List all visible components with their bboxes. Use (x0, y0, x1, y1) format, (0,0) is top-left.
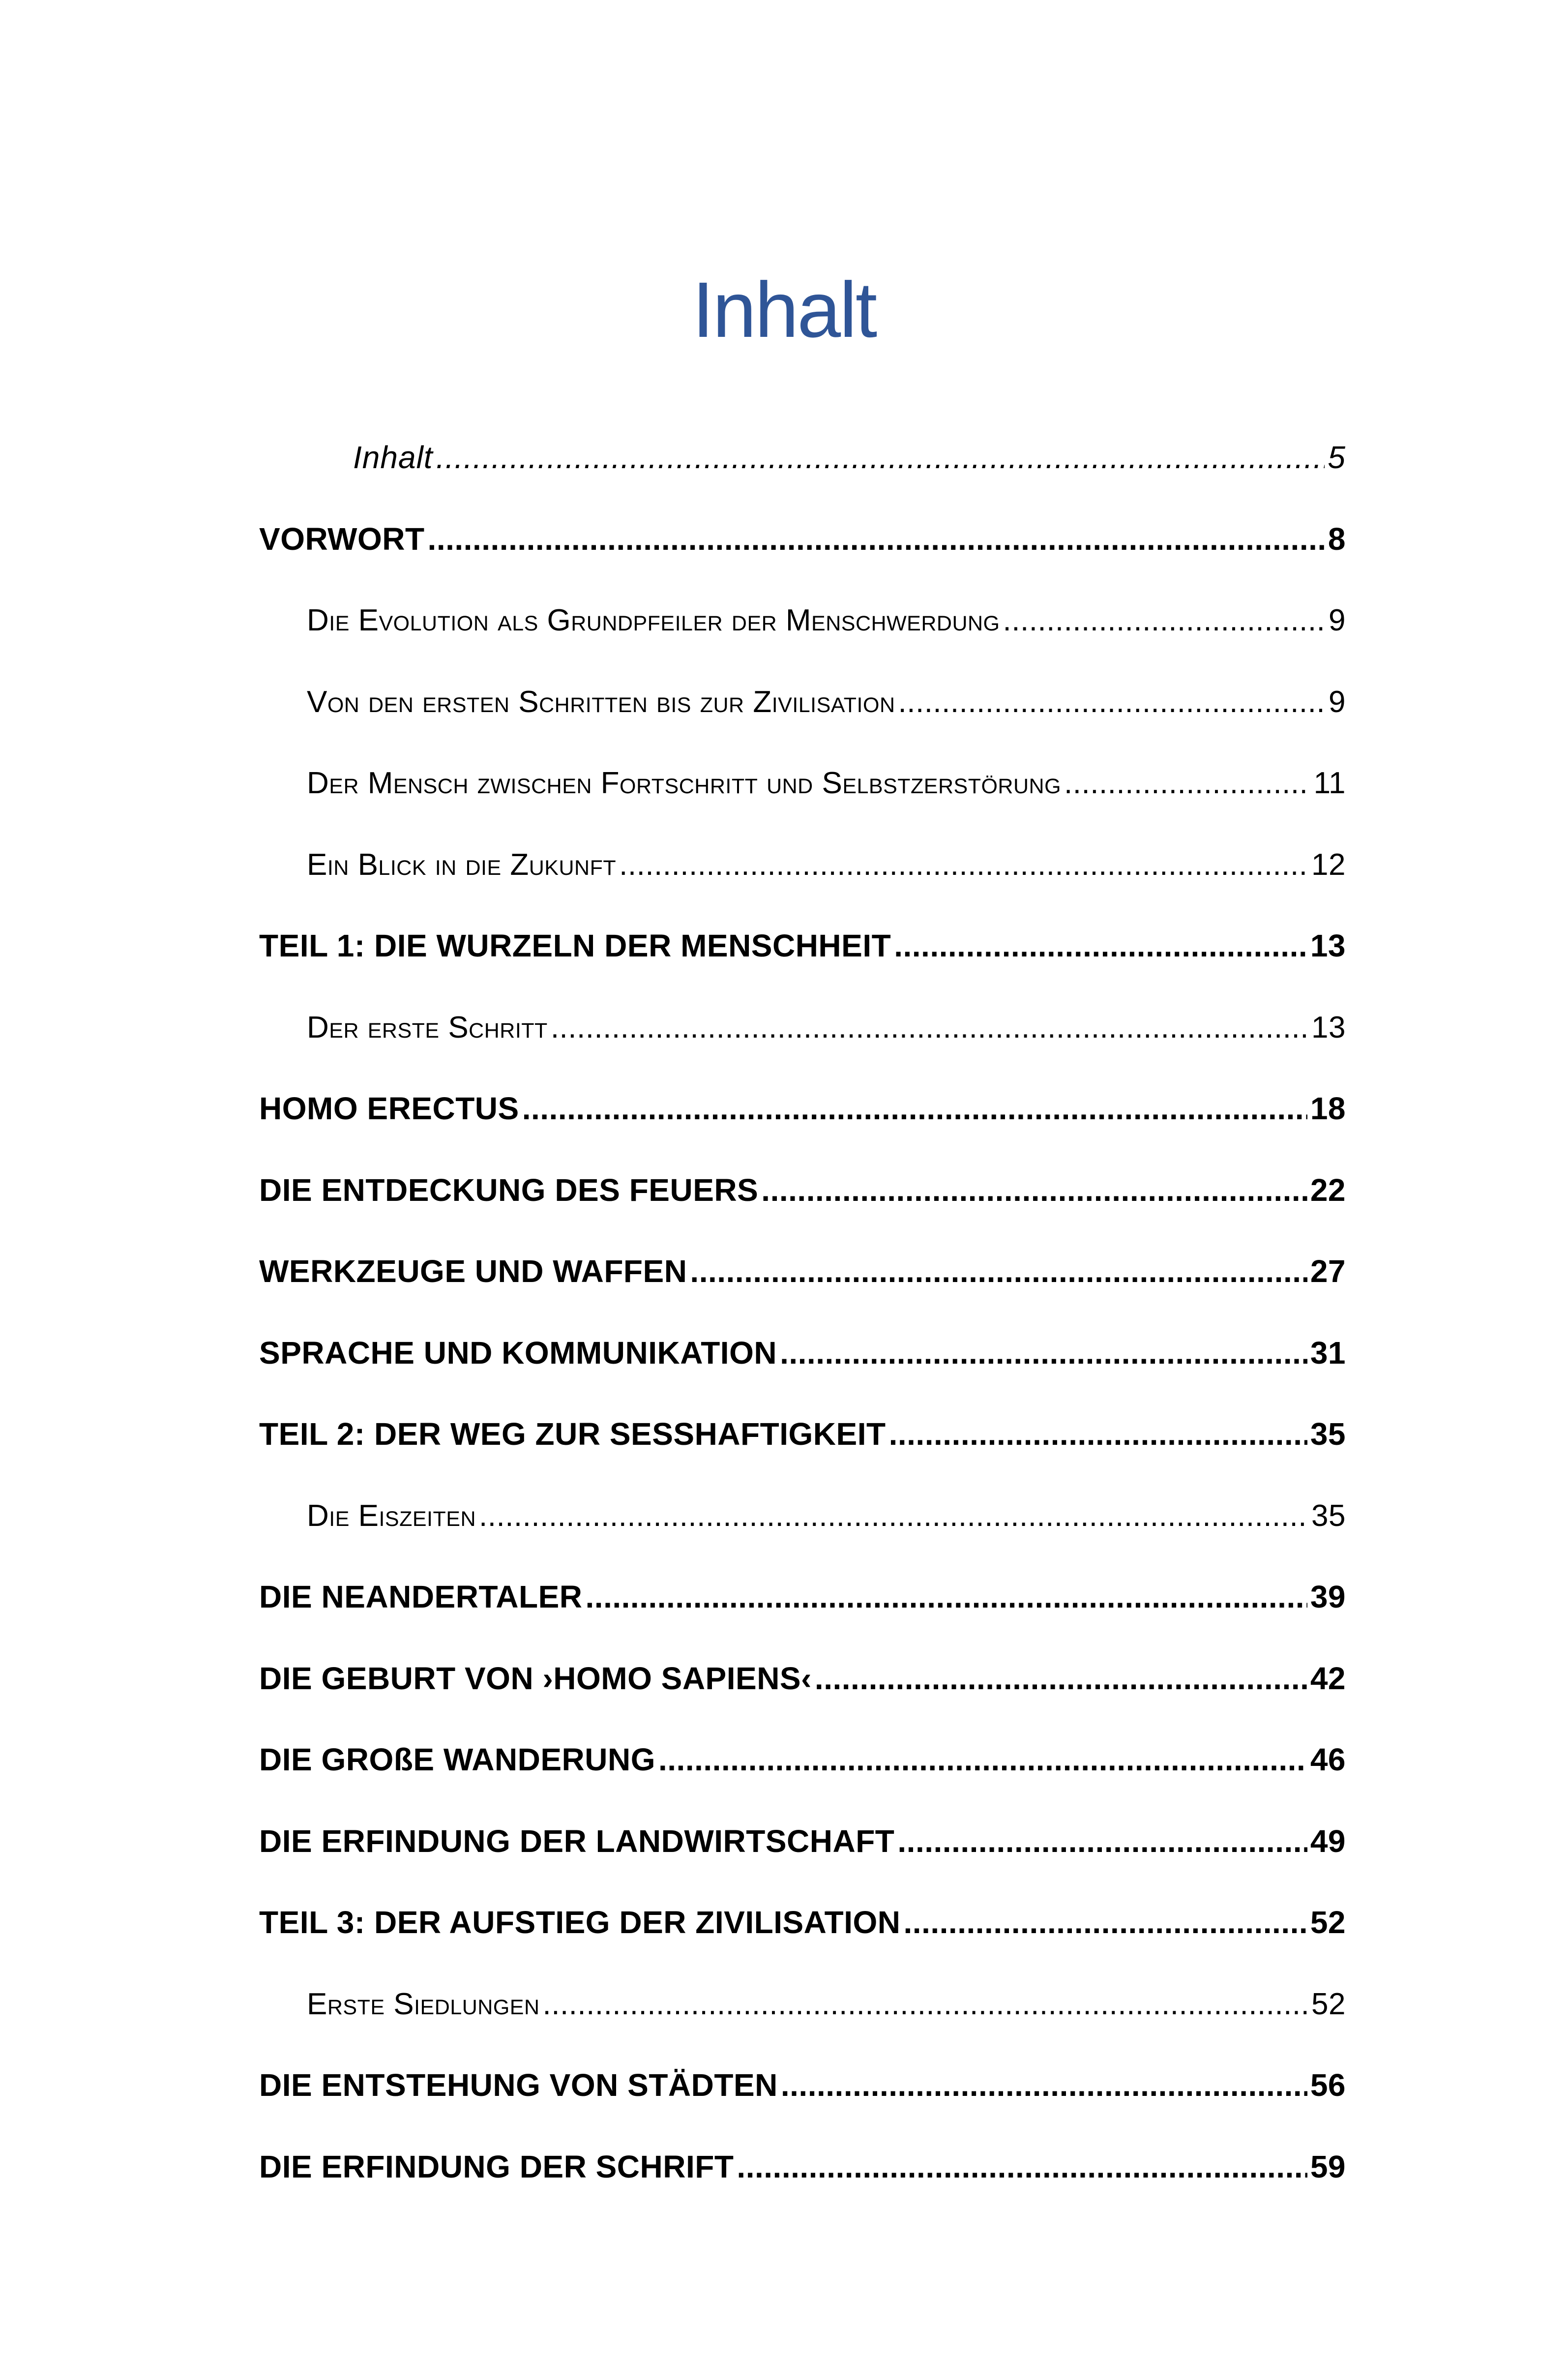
toc-entry-title: DIE ENTSTEHUNG VON STÄDTEN (259, 2067, 778, 2103)
toc-entry[interactable] (259, 1649, 1346, 1698)
toc-entry-title: DIE NEANDERTALER (259, 1579, 583, 1614)
toc-entry-page-number: 13 (1310, 928, 1346, 963)
dot-leader (543, 1989, 1309, 2024)
toc-entry[interactable] (259, 2056, 1346, 2105)
toc-entry-title: TEIL 2: DER WEG ZUR SESSHAFTIGKEIT (259, 1416, 886, 1452)
toc-entry[interactable] (259, 1404, 1346, 1454)
dot-leader (1064, 768, 1311, 803)
toc-entry-page-number: 11 (1313, 766, 1346, 800)
toc-entry-page-number: 13 (1311, 1011, 1346, 1045)
toc-entry-title: Der Mensch zwischen Fortschritt und Selbstzerstörung (307, 766, 1062, 800)
toc-entry-title: Inhalt (353, 440, 433, 475)
dot-leader (815, 1663, 1307, 1698)
toc-entry[interactable] (259, 1242, 1346, 1291)
toc-entry-title: DIE GROßE WANDERUNG (259, 1742, 655, 1777)
toc-entry[interactable] (307, 753, 1346, 803)
toc-entry[interactable] (259, 1567, 1346, 1616)
toc-entry[interactable] (259, 509, 1346, 559)
toc-entry-page-number: 42 (1310, 1661, 1346, 1696)
toc-entry[interactable] (259, 2137, 1346, 2186)
toc-entry-title: TEIL 3: DER AUFSTIEG DER ZIVILISATION (259, 1905, 901, 1940)
toc-entry-title: SPRACHE UND KOMMUNIKATION (259, 1335, 777, 1371)
toc-entry-page-number: 22 (1310, 1172, 1346, 1208)
dot-leader (904, 1907, 1307, 1942)
toc-entry-page-number: 5 (1328, 440, 1346, 475)
toc-entry-page-number: 12 (1311, 848, 1346, 882)
toc-entry-page-number: 31 (1310, 1335, 1346, 1371)
toc-entry-page-number: 52 (1310, 1905, 1346, 1940)
toc-entry[interactable] (259, 916, 1346, 965)
dot-leader (737, 2151, 1307, 2186)
toc-entry-page-number: 39 (1310, 1579, 1346, 1614)
toc-entry[interactable] (259, 1161, 1346, 1210)
toc-entry-page-number: 35 (1310, 1416, 1346, 1452)
dot-leader (658, 1744, 1307, 1779)
dot-leader (1003, 605, 1326, 640)
toc-entry[interactable] (307, 835, 1346, 884)
toc-entry-page-number: 27 (1310, 1254, 1346, 1289)
toc-entry-title: Die Eiszeiten (307, 1499, 476, 1533)
toc-entry-title: Erste Siedlungen (307, 1987, 540, 2021)
dot-leader (897, 1825, 1307, 1861)
toc-entry-page-number: 46 (1310, 1742, 1346, 1777)
dot-leader (428, 523, 1325, 559)
dot-leader (551, 1013, 1308, 1047)
toc-entry-title: DIE ENTDECKUNG DES FEUERS (259, 1172, 759, 1208)
toc-entry[interactable] (307, 1974, 1346, 2024)
toc-entry[interactable] (259, 1323, 1346, 1373)
toc-entry-title: VORWORT (259, 521, 425, 557)
toc-entry[interactable] (259, 1812, 1346, 1861)
dot-leader (479, 1501, 1308, 1535)
toc-entry-page-number: 56 (1310, 2067, 1346, 2103)
dot-leader (690, 1255, 1307, 1291)
toc-entry-title: DIE ERFINDUNG DER LANDWIRTSCHAFT (259, 1823, 895, 1859)
toc-entry[interactable] (307, 591, 1346, 640)
toc-entry[interactable] (259, 1079, 1346, 1128)
dot-leader (898, 687, 1326, 721)
page-title: Inhalt (692, 266, 876, 354)
toc-entry-title: DIE ERFINDUNG DER SCHRIFT (259, 2149, 734, 2184)
toc-entry-title: WERKZEUGE UND WAFFEN (259, 1254, 687, 1289)
toc-entry-title: Ein Blick in die Zukunft (307, 848, 617, 882)
dot-leader (619, 850, 1308, 884)
dot-leader (894, 930, 1307, 965)
toc-entry[interactable] (259, 1893, 1346, 1942)
toc-entry-page-number: 59 (1310, 2149, 1346, 2184)
dot-leader (522, 1093, 1307, 1128)
dot-leader (781, 2069, 1307, 2105)
toc-entry-page-number: 18 (1310, 1091, 1346, 1126)
toc-entry-title: Von den ersten Schritten bis zur Zivilisation (307, 685, 895, 719)
dot-leader (780, 1337, 1307, 1373)
toc-entry-page-number: 8 (1328, 521, 1346, 557)
toc-entry-page-number: 52 (1311, 1987, 1346, 2021)
dot-leader (889, 1418, 1307, 1454)
dot-leader (761, 1174, 1307, 1210)
toc-entry[interactable] (259, 1730, 1346, 1779)
toc-entry-title: TEIL 1: DIE WURZELN DER MENSCHHEIT (259, 928, 891, 963)
dot-leader (586, 1581, 1307, 1616)
toc-entry-title: Die Evolution als Grundpfeiler der Menschwerdung (307, 603, 1000, 637)
toc-entry-page-number: 49 (1310, 1823, 1346, 1859)
toc-entry-page-number: 35 (1311, 1499, 1346, 1533)
toc-entry[interactable] (307, 998, 1346, 1047)
toc-entry-page-number: 9 (1329, 603, 1346, 637)
toc-entry-title: Der erste Schritt (307, 1011, 548, 1045)
toc-entry-title: HOMO ERECTUS (259, 1091, 519, 1126)
toc-entry[interactable] (307, 672, 1346, 721)
toc-entry-page-number: 9 (1329, 685, 1346, 719)
dot-leader (436, 442, 1325, 477)
toc-entry-title: DIE GEBURT VON ›HOMO SAPIENS‹ (259, 1661, 812, 1696)
toc-entry[interactable] (307, 1486, 1346, 1535)
toc-entry[interactable] (353, 428, 1346, 477)
